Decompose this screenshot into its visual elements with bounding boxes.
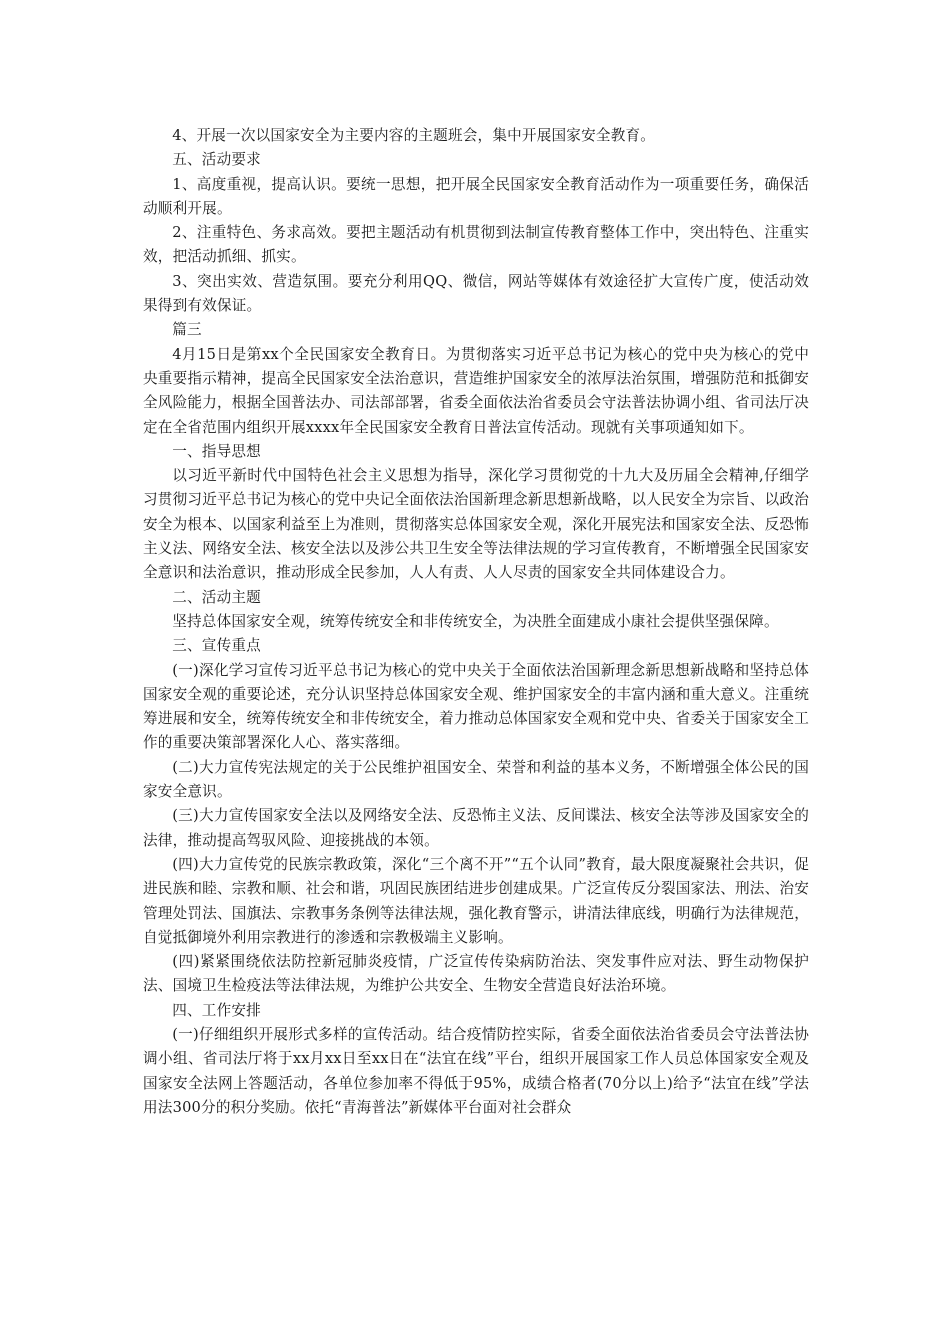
paragraph: 1、高度重视，提高认识。要统一思想，把开展全民国家安全教育活动作为一项重要任务，确保活动顺利开展。 <box>143 175 809 217</box>
section-heading: 二、活动主题 <box>172 588 261 606</box>
paragraph: 4、开展一次以国家安全为主要内容的主题班会，集中开展国家安全教育。 <box>172 127 656 144</box>
section-heading: 一、指导思想 <box>172 442 261 460</box>
section-heading: 篇三 <box>172 321 202 339</box>
document-page <box>143 124 809 1120</box>
paragraph: 坚持总体国家安全观，统筹传统安全和非传统安全，为决胜全面建成小康社会提供坚强保障。 <box>172 612 779 630</box>
section-heading: 四、工作安排 <box>172 1001 261 1019</box>
paragraph: (三)大力宣传国家安全法以及网络安全法、反恐怖主义法、反间谍法、核安全法等涉及国家安全的法律，推动提高驾驭风险、迎接挑战的本领。 <box>143 807 809 849</box>
paragraph: (四)紧紧围绕依法防控新冠肺炎疫情，广泛宣传传染病防治法、突发事件应对法、野生动物保护法、国境卫生检疫法等法律法规，为维护公共安全、生物安全营造良好法治环境。 <box>143 953 809 995</box>
section-heading: 五、活动要求 <box>172 151 261 169</box>
section-heading: 三、宣传重点 <box>172 637 261 655</box>
paragraph: 3、突出实效、营造氛围。要充分利用QQ、微信，网站等媒体有效途径扩大宣传广度，使活动效果得到有效保证。 <box>143 272 809 315</box>
paragraph: (二)大力宣传宪法规定的关于公民维护祖国安全、荣誉和利益的基本义务，不断增强全体公民的国家安全意识。 <box>143 758 809 801</box>
paragraph: 2、注重特色、务求高效。要把主题活动有机贯彻到法制宣传教育整体工作中，突出特色、注重实效，把活动抓细、抓实。 <box>143 224 809 266</box>
paragraph: (四)大力宣传党的民族宗教政策，深化“三个离不开”“五个认同”教育，最大限度凝聚社会共识，促进民族和睦、宗教和顺、社会和谐，巩固民族团结进步创建成果。广泛宣传反分裂国家法、刑法、治安管理处罚法、国旗法、宗教事务条例等法律法规，强化教育警示，讲清法律底线，明确行为法律规范，自觉抵御境外利用宗教进行的渗透和宗教极端主义影响。 <box>143 855 809 946</box>
paragraph: (一)仔细组织开展形式多样的宣传活动。结合疫情防控实际，省委全面依法治省委员会守法普法协调小组、省司法厅将于xx月xx日至xx日在“法宜在线”平台，组织开展国家工作人员总体国家安全观及国家安全法网上答题活动，各单位参加率不得低于95%，成绩合格者(70分以上)给予“法宜在线”学法用法300分的积分奖励。依托“青海普法”新媒体平台面对社会群众 <box>143 1025 809 1116</box>
paragraph: 4月15日是第xx个全民国家安全教育日。为贯彻落实习近平总书记为核心的党中央为核心的党中央重要指示精神，提高全民国家安全法治意识，营造维护国家安全的浓厚法治氛围，增强防范和抵御安全风险能力，根据全国普法办、司法部部署，省委全面依法治省委员会守法普法协调小组、省司法厅决定在全省范围内组织开展xxxx年全民国家安全教育日普法宣传活动。现就有关事项通知如下。 <box>143 345 809 436</box>
paragraph: 以习近平新时代中国特色社会主义思想为指导，深化学习贯彻党的十九大及历届全会精神,仔细学习贯彻习近平总书记为核心的党中央记全面依法治国新理念新思想新战略，以人民安全为宗旨、以政治安全为根本、以国家利益至上为准则，贯彻落实总体国家安全观，深化开展宪法和国家安全法、反恐怖主义法、网络安全法、核安全法以及涉公共卫生安全等法律法规的学习宣传教育，不断增强全民国家安全意识和法治意识，推动形成全民参加，人人有责、人人尽责的国家安全共同体建设合力。 <box>143 467 809 582</box>
paragraph: (一)深化学习宣传习近平总书记为核心的党中央关于全面依法治国新理念新思想新战略和坚持总体国家安全观的重要论述，充分认识坚持总体国家安全观、维护国家安全的丰富内涵和重大意义。注重统筹进展和安全，统筹传统安全和非传统安全，着力推动总体国家安全观和党中央、省委关于国家安全工作的重要决策部署深化人心、落实落细。 <box>143 661 809 752</box>
